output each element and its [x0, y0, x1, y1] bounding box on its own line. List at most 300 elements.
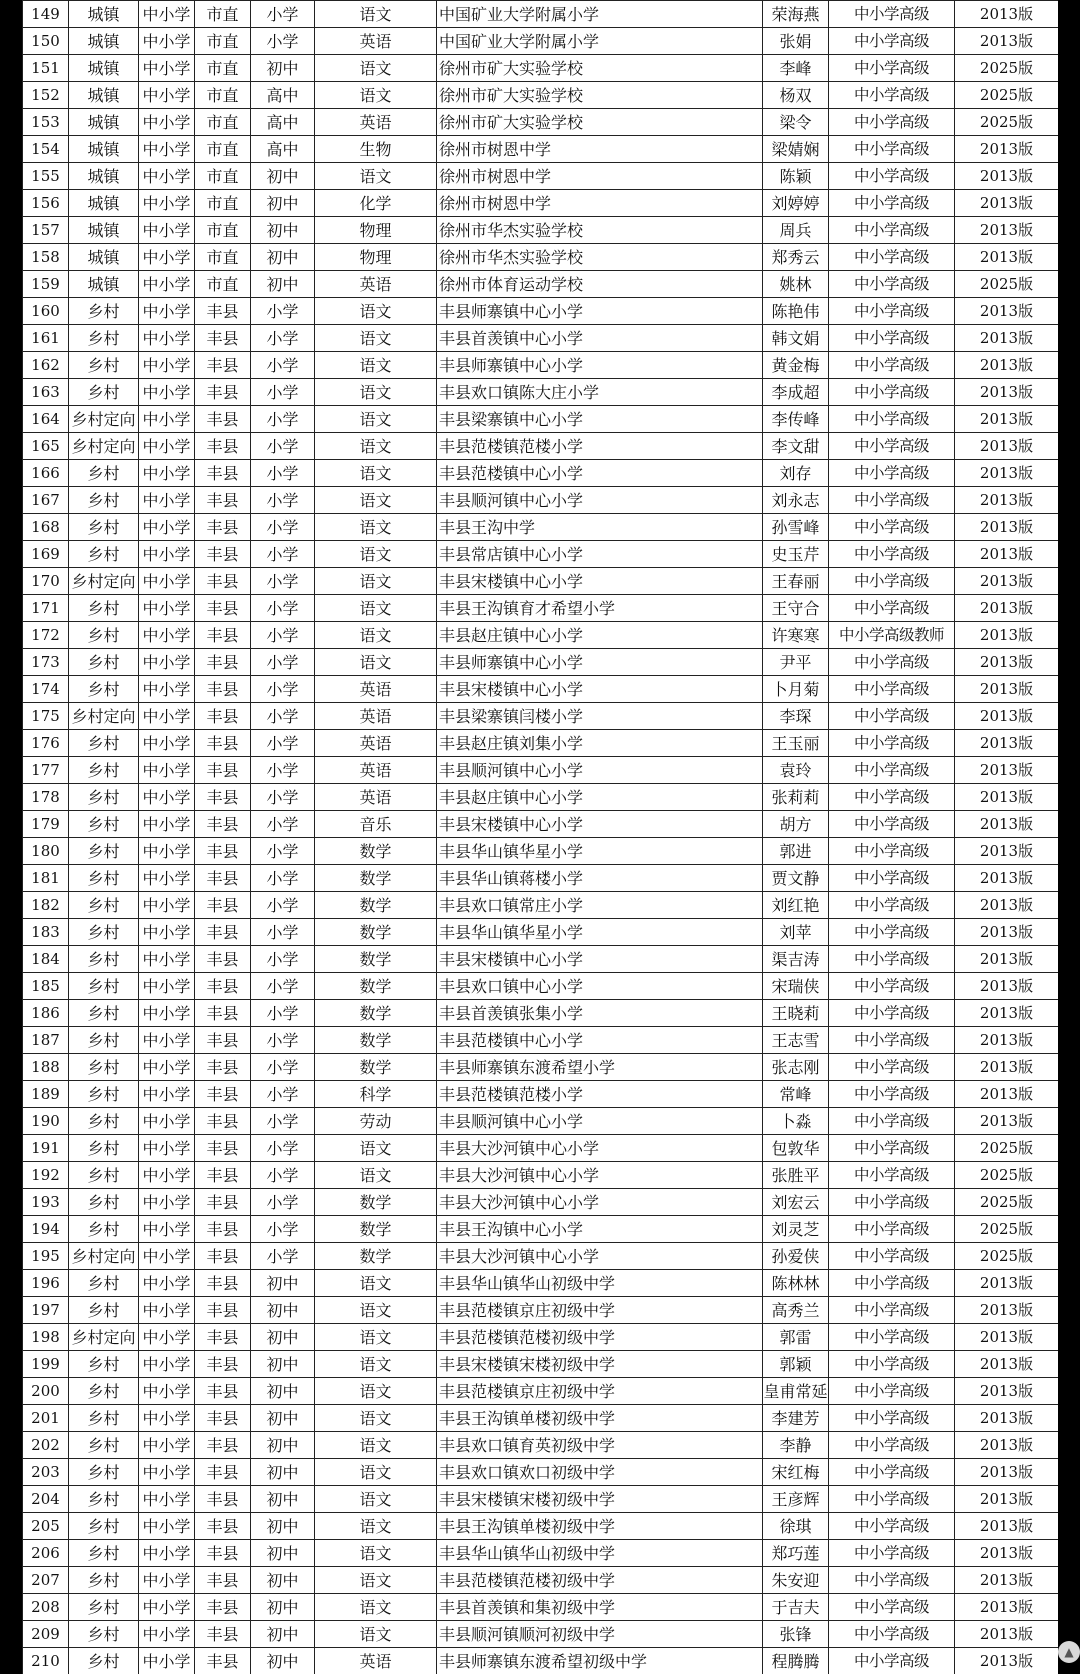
cell-version[interactable]: 2013版 — [955, 460, 1059, 487]
cell-version[interactable]: 2013版 — [955, 1351, 1059, 1378]
cell-district[interactable]: 丰县 — [195, 1027, 251, 1054]
cell-school-name[interactable]: 丰县大沙河镇中心小学 — [437, 1189, 763, 1216]
cell-district[interactable]: 丰县 — [195, 1243, 251, 1270]
cell-school-name[interactable]: 丰县顺河镇顺河初级中学 — [437, 1621, 763, 1648]
cell-teacher-name[interactable]: 李峰 — [763, 55, 829, 82]
cell-district[interactable]: 丰县 — [195, 1486, 251, 1513]
cell-subject[interactable]: 语文 — [315, 487, 437, 514]
cell-region-type[interactable]: 城镇 — [69, 190, 139, 217]
cell-version[interactable]: 2013版 — [955, 1459, 1059, 1486]
cell-teacher-name[interactable]: 王春丽 — [763, 568, 829, 595]
cell-title[interactable]: 中小学高级 — [829, 136, 955, 163]
cell-title[interactable]: 中小学高级 — [829, 1189, 955, 1216]
cell-subject[interactable]: 语文 — [315, 82, 437, 109]
cell-district[interactable]: 市直 — [195, 55, 251, 82]
cell-title[interactable]: 中小学高级 — [829, 1135, 955, 1162]
cell-subject[interactable]: 语文 — [315, 1621, 437, 1648]
cell-district[interactable]: 丰县 — [195, 1540, 251, 1567]
cell-teacher-name[interactable]: 李文甜 — [763, 433, 829, 460]
cell-teacher-name[interactable]: 张娟 — [763, 28, 829, 55]
cell-district[interactable]: 市直 — [195, 244, 251, 271]
cell-school-name[interactable]: 丰县梁寨镇闫楼小学 — [437, 703, 763, 730]
cell-region-type[interactable]: 城镇 — [69, 82, 139, 109]
cell-school-name[interactable]: 丰县范楼镇范楼初级中学 — [437, 1567, 763, 1594]
cell-title[interactable]: 中小学高级 — [829, 514, 955, 541]
cell-teacher-name[interactable]: 郭进 — [763, 838, 829, 865]
cell-district[interactable]: 丰县 — [195, 1054, 251, 1081]
cell-row-number[interactable]: 161 — [23, 325, 69, 352]
cell-school-level[interactable]: 中小学 — [139, 379, 195, 406]
cell-region-type[interactable]: 乡村 — [69, 784, 139, 811]
cell-school-level[interactable]: 中小学 — [139, 1540, 195, 1567]
cell-stage[interactable]: 初中 — [251, 271, 315, 298]
cell-district[interactable]: 丰县 — [195, 811, 251, 838]
cell-district[interactable]: 丰县 — [195, 1351, 251, 1378]
cell-title[interactable]: 中小学高级 — [829, 1081, 955, 1108]
cell-version[interactable]: 2013版 — [955, 838, 1059, 865]
cell-row-number[interactable]: 196 — [23, 1270, 69, 1297]
cell-teacher-name[interactable]: 刘苹 — [763, 919, 829, 946]
cell-district[interactable]: 丰县 — [195, 1324, 251, 1351]
cell-stage[interactable]: 小学 — [251, 28, 315, 55]
cell-region-type[interactable]: 乡村 — [69, 352, 139, 379]
cell-subject[interactable]: 语文 — [315, 298, 437, 325]
cell-title[interactable]: 中小学高级 — [829, 1621, 955, 1648]
cell-district[interactable]: 丰县 — [195, 865, 251, 892]
cell-version[interactable]: 2013版 — [955, 1054, 1059, 1081]
cell-region-type[interactable]: 乡村 — [69, 1378, 139, 1405]
cell-school-name[interactable]: 丰县范楼镇京庄初级中学 — [437, 1297, 763, 1324]
cell-school-name[interactable]: 丰县欢口镇欢口初级中学 — [437, 1459, 763, 1486]
cell-title[interactable]: 中小学高级 — [829, 190, 955, 217]
cell-school-level[interactable]: 中小学 — [139, 298, 195, 325]
cell-school-level[interactable]: 中小学 — [139, 1324, 195, 1351]
cell-school-level[interactable]: 中小学 — [139, 1459, 195, 1486]
cell-region-type[interactable]: 乡村 — [69, 1270, 139, 1297]
scroll-to-top-button[interactable]: ▲ — [1058, 1641, 1080, 1663]
cell-row-number[interactable]: 199 — [23, 1351, 69, 1378]
cell-title[interactable]: 中小学高级 — [829, 730, 955, 757]
cell-stage[interactable]: 小学 — [251, 622, 315, 649]
cell-district[interactable]: 市直 — [195, 217, 251, 244]
cell-teacher-name[interactable]: 许寒寒 — [763, 622, 829, 649]
cell-subject[interactable]: 英语 — [315, 1648, 437, 1674]
cell-stage[interactable]: 小学 — [251, 298, 315, 325]
cell-title[interactable]: 中小学高级 — [829, 1270, 955, 1297]
cell-version[interactable]: 2013版 — [955, 1270, 1059, 1297]
cell-district[interactable]: 丰县 — [195, 892, 251, 919]
cell-title[interactable]: 中小学高级 — [829, 649, 955, 676]
cell-school-level[interactable]: 中小学 — [139, 82, 195, 109]
cell-stage[interactable]: 小学 — [251, 325, 315, 352]
cell-row-number[interactable]: 163 — [23, 379, 69, 406]
cell-school-name[interactable]: 徐州市矿大实验学校 — [437, 55, 763, 82]
cell-school-level[interactable]: 中小学 — [139, 1054, 195, 1081]
cell-title[interactable]: 中小学高级 — [829, 379, 955, 406]
cell-school-level[interactable]: 中小学 — [139, 1108, 195, 1135]
cell-stage[interactable]: 初中 — [251, 244, 315, 271]
cell-version[interactable]: 2025版 — [955, 109, 1059, 136]
cell-teacher-name[interactable]: 于吉夫 — [763, 1594, 829, 1621]
cell-teacher-name[interactable]: 李琛 — [763, 703, 829, 730]
cell-teacher-name[interactable]: 李传峰 — [763, 406, 829, 433]
cell-school-name[interactable]: 丰县赵庄镇中心小学 — [437, 622, 763, 649]
cell-subject[interactable]: 语文 — [315, 1, 437, 28]
cell-district[interactable]: 丰县 — [195, 568, 251, 595]
cell-school-level[interactable]: 中小学 — [139, 568, 195, 595]
cell-school-name[interactable]: 丰县大沙河镇中心小学 — [437, 1243, 763, 1270]
cell-subject[interactable]: 语文 — [315, 1540, 437, 1567]
cell-school-name[interactable]: 丰县大沙河镇中心小学 — [437, 1162, 763, 1189]
cell-school-name[interactable]: 徐州市树恩中学 — [437, 163, 763, 190]
cell-school-name[interactable]: 丰县首羡镇中心小学 — [437, 325, 763, 352]
cell-school-name[interactable]: 丰县华山镇蒋楼小学 — [437, 865, 763, 892]
cell-school-level[interactable]: 中小学 — [139, 190, 195, 217]
cell-school-level[interactable]: 中小学 — [139, 1081, 195, 1108]
cell-subject[interactable]: 语文 — [315, 1486, 437, 1513]
cell-teacher-name[interactable]: 韩文娟 — [763, 325, 829, 352]
cell-subject[interactable]: 生物 — [315, 136, 437, 163]
cell-stage[interactable]: 小学 — [251, 973, 315, 1000]
cell-version[interactable]: 2013版 — [955, 1378, 1059, 1405]
cell-school-level[interactable]: 中小学 — [139, 406, 195, 433]
cell-teacher-name[interactable]: 贾文静 — [763, 865, 829, 892]
cell-row-number[interactable]: 197 — [23, 1297, 69, 1324]
cell-subject[interactable]: 语文 — [315, 379, 437, 406]
cell-stage[interactable]: 小学 — [251, 1135, 315, 1162]
cell-row-number[interactable]: 204 — [23, 1486, 69, 1513]
cell-subject[interactable]: 语文 — [315, 1135, 437, 1162]
cell-school-level[interactable]: 中小学 — [139, 487, 195, 514]
cell-teacher-name[interactable]: 郭颖 — [763, 1351, 829, 1378]
cell-school-level[interactable]: 中小学 — [139, 1216, 195, 1243]
cell-subject[interactable]: 语文 — [315, 595, 437, 622]
cell-version[interactable]: 2013版 — [955, 406, 1059, 433]
cell-stage[interactable]: 小学 — [251, 703, 315, 730]
cell-subject[interactable]: 英语 — [315, 676, 437, 703]
cell-stage[interactable]: 小学 — [251, 379, 315, 406]
cell-school-name[interactable]: 丰县梁寨镇中心小学 — [437, 406, 763, 433]
cell-school-level[interactable]: 中小学 — [139, 649, 195, 676]
cell-school-name[interactable]: 丰县顺河镇中心小学 — [437, 487, 763, 514]
cell-school-level[interactable]: 中小学 — [139, 703, 195, 730]
cell-version[interactable]: 2013版 — [955, 973, 1059, 1000]
cell-row-number[interactable]: 174 — [23, 676, 69, 703]
cell-teacher-name[interactable]: 陈颖 — [763, 163, 829, 190]
cell-title[interactable]: 中小学高级 — [829, 28, 955, 55]
cell-school-level[interactable]: 中小学 — [139, 1648, 195, 1674]
cell-district[interactable]: 丰县 — [195, 514, 251, 541]
cell-title[interactable]: 中小学高级 — [829, 784, 955, 811]
cell-version[interactable]: 2013版 — [955, 595, 1059, 622]
cell-row-number[interactable]: 185 — [23, 973, 69, 1000]
cell-stage[interactable]: 小学 — [251, 1216, 315, 1243]
cell-teacher-name[interactable]: 郑秀云 — [763, 244, 829, 271]
cell-stage[interactable]: 小学 — [251, 838, 315, 865]
cell-stage[interactable]: 小学 — [251, 541, 315, 568]
cell-stage[interactable]: 小学 — [251, 946, 315, 973]
cell-school-name[interactable]: 徐州市体育运动学校 — [437, 271, 763, 298]
cell-title[interactable]: 中小学高级 — [829, 811, 955, 838]
cell-teacher-name[interactable]: 荣海燕 — [763, 1, 829, 28]
cell-version[interactable]: 2013版 — [955, 1486, 1059, 1513]
cell-row-number[interactable]: 193 — [23, 1189, 69, 1216]
cell-district[interactable]: 市直 — [195, 190, 251, 217]
cell-region-type[interactable]: 乡村 — [69, 1594, 139, 1621]
cell-teacher-name[interactable]: 刘宏云 — [763, 1189, 829, 1216]
cell-region-type[interactable]: 乡村定向 — [69, 433, 139, 460]
cell-title[interactable]: 中小学高级 — [829, 1243, 955, 1270]
cell-region-type[interactable]: 乡村 — [69, 1648, 139, 1674]
cell-row-number[interactable]: 166 — [23, 460, 69, 487]
cell-teacher-name[interactable]: 姚林 — [763, 271, 829, 298]
cell-title[interactable]: 中小学高级 — [829, 703, 955, 730]
cell-title[interactable]: 中小学高级 — [829, 55, 955, 82]
cell-district[interactable]: 丰县 — [195, 541, 251, 568]
cell-subject[interactable]: 英语 — [315, 757, 437, 784]
cell-version[interactable]: 2013版 — [955, 892, 1059, 919]
cell-district[interactable]: 市直 — [195, 136, 251, 163]
cell-school-name[interactable]: 丰县赵庄镇刘集小学 — [437, 730, 763, 757]
cell-subject[interactable]: 英语 — [315, 271, 437, 298]
cell-title[interactable]: 中小学高级 — [829, 82, 955, 109]
cell-row-number[interactable]: 188 — [23, 1054, 69, 1081]
cell-version[interactable]: 2013版 — [955, 784, 1059, 811]
cell-school-level[interactable]: 中小学 — [139, 217, 195, 244]
cell-region-type[interactable]: 乡村定向 — [69, 568, 139, 595]
cell-subject[interactable]: 语文 — [315, 325, 437, 352]
cell-region-type[interactable]: 乡村 — [69, 1405, 139, 1432]
cell-school-level[interactable]: 中小学 — [139, 325, 195, 352]
cell-subject[interactable]: 语文 — [315, 1162, 437, 1189]
cell-district[interactable]: 市直 — [195, 1, 251, 28]
cell-title[interactable]: 中小学高级 — [829, 406, 955, 433]
cell-teacher-name[interactable]: 张胜平 — [763, 1162, 829, 1189]
cell-subject[interactable]: 语文 — [315, 352, 437, 379]
cell-subject[interactable]: 数学 — [315, 1189, 437, 1216]
cell-school-name[interactable]: 丰县王沟镇单楼初级中学 — [437, 1405, 763, 1432]
cell-row-number[interactable]: 160 — [23, 298, 69, 325]
cell-version[interactable]: 2013版 — [955, 649, 1059, 676]
cell-region-type[interactable]: 乡村定向 — [69, 703, 139, 730]
cell-subject[interactable]: 语文 — [315, 1351, 437, 1378]
cell-row-number[interactable]: 179 — [23, 811, 69, 838]
cell-teacher-name[interactable]: 胡方 — [763, 811, 829, 838]
cell-region-type[interactable]: 乡村 — [69, 946, 139, 973]
cell-version[interactable]: 2025版 — [955, 1162, 1059, 1189]
cell-district[interactable]: 丰县 — [195, 622, 251, 649]
cell-region-type[interactable]: 城镇 — [69, 1, 139, 28]
cell-title[interactable]: 中小学高级 — [829, 676, 955, 703]
cell-version[interactable]: 2013版 — [955, 676, 1059, 703]
cell-school-name[interactable]: 徐州市树恩中学 — [437, 190, 763, 217]
cell-row-number[interactable]: 156 — [23, 190, 69, 217]
cell-subject[interactable]: 英语 — [315, 703, 437, 730]
cell-school-level[interactable]: 中小学 — [139, 1486, 195, 1513]
cell-school-name[interactable]: 丰县范楼镇范楼小学 — [437, 1081, 763, 1108]
cell-region-type[interactable]: 乡村 — [69, 1297, 139, 1324]
cell-version[interactable]: 2013版 — [955, 325, 1059, 352]
cell-version[interactable]: 2025版 — [955, 1243, 1059, 1270]
cell-school-level[interactable]: 中小学 — [139, 163, 195, 190]
cell-school-name[interactable]: 丰县王沟镇中心小学 — [437, 1216, 763, 1243]
cell-stage[interactable]: 小学 — [251, 1000, 315, 1027]
cell-row-number[interactable]: 187 — [23, 1027, 69, 1054]
cell-row-number[interactable]: 207 — [23, 1567, 69, 1594]
cell-district[interactable]: 市直 — [195, 109, 251, 136]
cell-region-type[interactable]: 城镇 — [69, 109, 139, 136]
cell-title[interactable]: 中小学高级 — [829, 163, 955, 190]
cell-title[interactable]: 中小学高级 — [829, 541, 955, 568]
cell-stage[interactable]: 小学 — [251, 865, 315, 892]
cell-school-level[interactable]: 中小学 — [139, 1270, 195, 1297]
cell-region-type[interactable]: 乡村 — [69, 649, 139, 676]
cell-school-level[interactable]: 中小学 — [139, 946, 195, 973]
cell-stage[interactable]: 初中 — [251, 1648, 315, 1674]
cell-school-level[interactable]: 中小学 — [139, 1000, 195, 1027]
cell-stage[interactable]: 小学 — [251, 595, 315, 622]
cell-teacher-name[interactable]: 刘红艳 — [763, 892, 829, 919]
cell-stage[interactable]: 小学 — [251, 649, 315, 676]
cell-school-level[interactable]: 中小学 — [139, 1189, 195, 1216]
cell-teacher-name[interactable]: 程腾腾 — [763, 1648, 829, 1674]
cell-subject[interactable]: 数学 — [315, 838, 437, 865]
cell-version[interactable]: 2013版 — [955, 919, 1059, 946]
cell-subject[interactable]: 语文 — [315, 541, 437, 568]
cell-region-type[interactable]: 乡村 — [69, 1108, 139, 1135]
cell-district[interactable]: 丰县 — [195, 703, 251, 730]
cell-version[interactable]: 2013版 — [955, 811, 1059, 838]
cell-row-number[interactable]: 149 — [23, 1, 69, 28]
cell-subject[interactable]: 语文 — [315, 1378, 437, 1405]
cell-subject[interactable]: 语文 — [315, 1297, 437, 1324]
cell-teacher-name[interactable]: 卜月菊 — [763, 676, 829, 703]
cell-row-number[interactable]: 195 — [23, 1243, 69, 1270]
cell-title[interactable]: 中小学高级 — [829, 325, 955, 352]
cell-stage[interactable]: 小学 — [251, 730, 315, 757]
cell-stage[interactable]: 初中 — [251, 190, 315, 217]
cell-school-name[interactable]: 丰县师寨镇中心小学 — [437, 352, 763, 379]
cell-subject[interactable]: 数学 — [315, 946, 437, 973]
cell-school-name[interactable]: 丰县宋楼镇中心小学 — [437, 946, 763, 973]
cell-district[interactable]: 丰县 — [195, 595, 251, 622]
cell-teacher-name[interactable]: 张志刚 — [763, 1054, 829, 1081]
cell-title[interactable]: 中小学高级 — [829, 1000, 955, 1027]
cell-subject[interactable]: 音乐 — [315, 811, 437, 838]
cell-school-level[interactable]: 中小学 — [139, 1243, 195, 1270]
cell-stage[interactable]: 初中 — [251, 1513, 315, 1540]
cell-title[interactable]: 中小学高级 — [829, 1486, 955, 1513]
cell-row-number[interactable]: 158 — [23, 244, 69, 271]
cell-stage[interactable]: 小学 — [251, 487, 315, 514]
cell-school-level[interactable]: 中小学 — [139, 136, 195, 163]
cell-version[interactable]: 2013版 — [955, 298, 1059, 325]
cell-stage[interactable]: 初中 — [251, 1621, 315, 1648]
cell-subject[interactable]: 数学 — [315, 892, 437, 919]
cell-subject[interactable]: 语文 — [315, 1459, 437, 1486]
cell-subject[interactable]: 语文 — [315, 433, 437, 460]
cell-teacher-name[interactable]: 郑巧莲 — [763, 1540, 829, 1567]
cell-stage[interactable]: 小学 — [251, 757, 315, 784]
cell-region-type[interactable]: 乡村 — [69, 757, 139, 784]
cell-row-number[interactable]: 173 — [23, 649, 69, 676]
cell-version[interactable]: 2013版 — [955, 28, 1059, 55]
cell-stage[interactable]: 小学 — [251, 1108, 315, 1135]
cell-school-level[interactable]: 中小学 — [139, 1432, 195, 1459]
cell-school-level[interactable]: 中小学 — [139, 244, 195, 271]
cell-region-type[interactable]: 乡村 — [69, 811, 139, 838]
cell-title[interactable]: 中小学高级 — [829, 109, 955, 136]
cell-school-level[interactable]: 中小学 — [139, 1567, 195, 1594]
cell-region-type[interactable]: 乡村 — [69, 1486, 139, 1513]
cell-version[interactable]: 2013版 — [955, 730, 1059, 757]
cell-row-number[interactable]: 167 — [23, 487, 69, 514]
cell-stage[interactable]: 小学 — [251, 1, 315, 28]
cell-subject[interactable]: 英语 — [315, 28, 437, 55]
cell-stage[interactable]: 初中 — [251, 1378, 315, 1405]
cell-row-number[interactable]: 183 — [23, 919, 69, 946]
cell-version[interactable]: 2013版 — [955, 946, 1059, 973]
cell-title[interactable]: 中小学高级 — [829, 1108, 955, 1135]
cell-school-name[interactable]: 中国矿业大学附属小学 — [437, 1, 763, 28]
cell-teacher-name[interactable]: 包敦华 — [763, 1135, 829, 1162]
cell-title[interactable]: 中小学高级 — [829, 865, 955, 892]
cell-subject[interactable]: 数学 — [315, 1027, 437, 1054]
cell-region-type[interactable]: 乡村 — [69, 1513, 139, 1540]
cell-title[interactable]: 中小学高级 — [829, 1162, 955, 1189]
cell-version[interactable]: 2013版 — [955, 1567, 1059, 1594]
cell-row-number[interactable]: 162 — [23, 352, 69, 379]
cell-row-number[interactable]: 182 — [23, 892, 69, 919]
cell-version[interactable]: 2013版 — [955, 190, 1059, 217]
cell-version[interactable]: 2013版 — [955, 1324, 1059, 1351]
cell-title[interactable]: 中小学高级 — [829, 1297, 955, 1324]
cell-stage[interactable]: 初中 — [251, 1297, 315, 1324]
cell-teacher-name[interactable]: 王彦辉 — [763, 1486, 829, 1513]
cell-district[interactable]: 丰县 — [195, 784, 251, 811]
cell-district[interactable]: 丰县 — [195, 730, 251, 757]
cell-title[interactable]: 中小学高级 — [829, 433, 955, 460]
cell-title[interactable]: 中小学高级 — [829, 217, 955, 244]
cell-school-level[interactable]: 中小学 — [139, 1513, 195, 1540]
cell-subject[interactable]: 语文 — [315, 163, 437, 190]
cell-row-number[interactable]: 186 — [23, 1000, 69, 1027]
cell-region-type[interactable]: 乡村 — [69, 514, 139, 541]
cell-school-name[interactable]: 丰县师寨镇东渡希望小学 — [437, 1054, 763, 1081]
cell-version[interactable]: 2013版 — [955, 379, 1059, 406]
cell-stage[interactable]: 小学 — [251, 1243, 315, 1270]
cell-stage[interactable]: 高中 — [251, 109, 315, 136]
cell-row-number[interactable]: 206 — [23, 1540, 69, 1567]
cell-district[interactable]: 丰县 — [195, 487, 251, 514]
cell-title[interactable]: 中小学高级 — [829, 1567, 955, 1594]
cell-school-name[interactable]: 丰县王沟镇育才希望小学 — [437, 595, 763, 622]
cell-row-number[interactable]: 159 — [23, 271, 69, 298]
cell-title[interactable]: 中小学高级 — [829, 1378, 955, 1405]
cell-region-type[interactable]: 乡村 — [69, 730, 139, 757]
cell-stage[interactable]: 高中 — [251, 136, 315, 163]
cell-district[interactable]: 丰县 — [195, 946, 251, 973]
cell-subject[interactable]: 数学 — [315, 865, 437, 892]
cell-row-number[interactable]: 177 — [23, 757, 69, 784]
cell-subject[interactable]: 语文 — [315, 1567, 437, 1594]
cell-teacher-name[interactable]: 袁玲 — [763, 757, 829, 784]
cell-school-level[interactable]: 中小学 — [139, 109, 195, 136]
cell-row-number[interactable]: 205 — [23, 1513, 69, 1540]
cell-teacher-name[interactable]: 刘存 — [763, 460, 829, 487]
cell-school-level[interactable]: 中小学 — [139, 838, 195, 865]
cell-region-type[interactable]: 城镇 — [69, 55, 139, 82]
